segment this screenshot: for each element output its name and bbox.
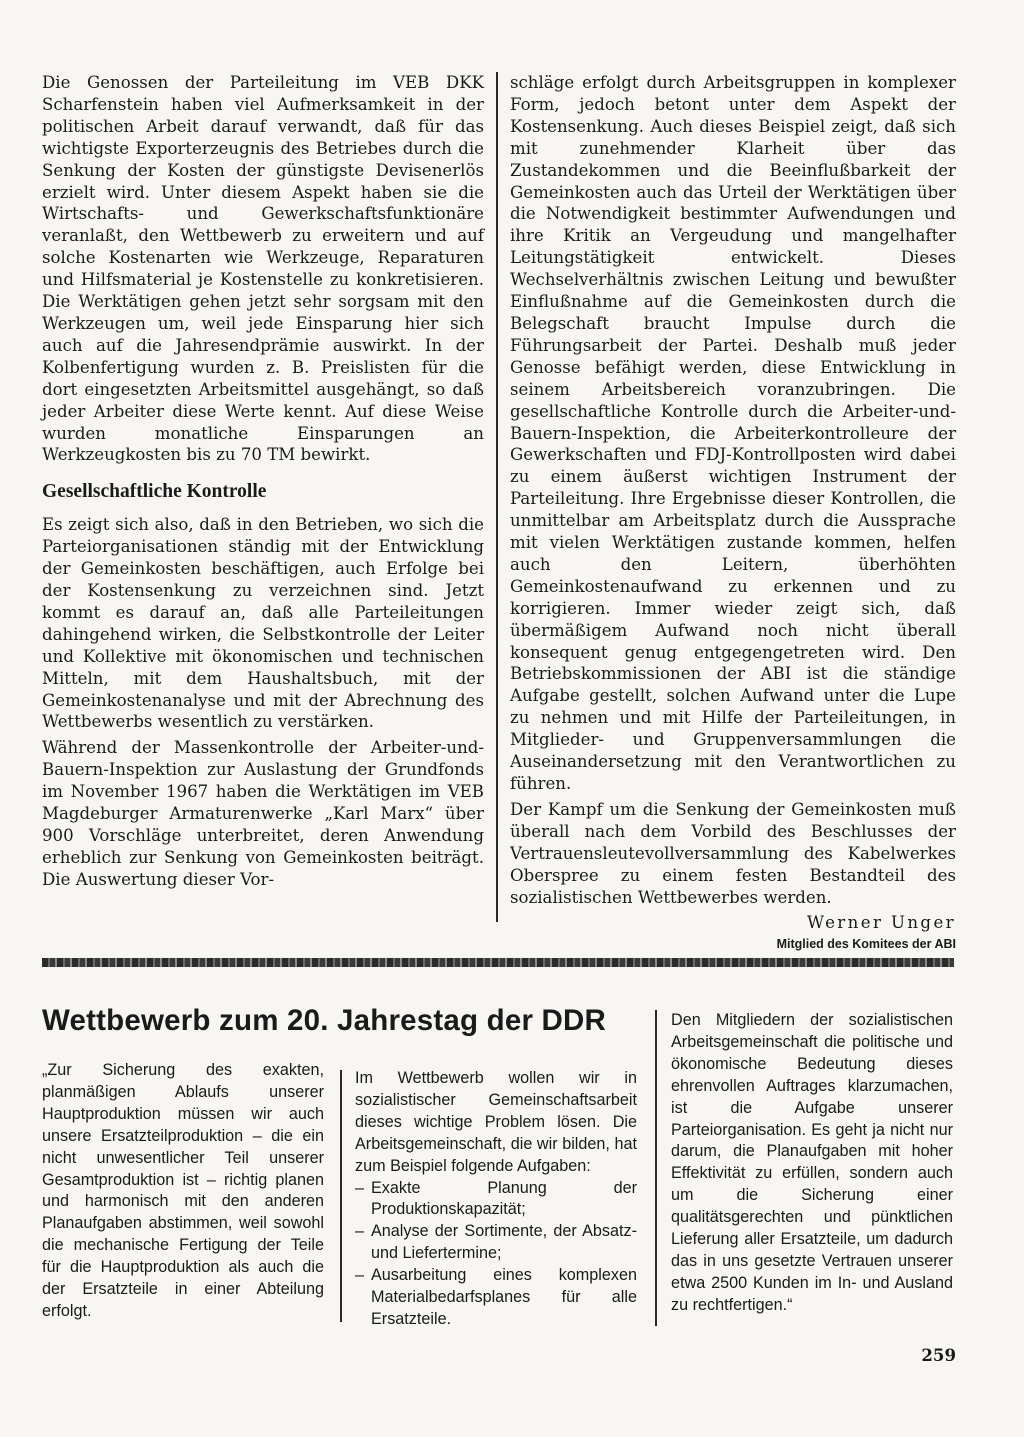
page-number: 259 bbox=[921, 1345, 956, 1365]
paragraph-kampf: Der Kampf um die Senkung der Gemeinkosten muß überall nach dem Vorbild des Beschlusses der Vertrauensleutevollversammlung des Kabelwerkes Oberspree zu einem festen Bestandteil des sozialistischen Wettbewerbes werden. bbox=[510, 799, 956, 907]
paragraph-continuation: schläge erfolgt durch Arbeitsgruppen in komplexer Form, jedoch betont unter dem Aspekt der Kostensenkung. Auch dieses Beispiel zeigt, daß sich mit zunehmender Klarheit über das Zustandekommen und die Beeinflußbarkeit der Gemeinkosten auch das Urteil der Werktätigen über die Notwendigkeit bestimmter Aufwendungen und ihre Kritik an Vergeudung und mangelhafter Leitungstätigkeit entwickelt. Dieses Wechselverhältnis zwischen Leitung und bewußter Einflußnahme auf die Gemeinkosten durch die Belegschaft braucht Impulse durch die Führungsarbeit der Partei. Deshalb muß jeder Genosse befähigt werden, diese Entwicklung in seinem Arbeitsbereich voranzubringen. Die gesellschaftliche Kontrolle durch die Arbeiter-und-Bauern-Inspektion, die Arbeiterkontrolleure der Gewerkschaften und FDJ-Kontrollposten wird dabei zu einem äußerst wichtigen Instrument der Parteileitung. Ihre Ergebnisse dieser Kontrollen, die unmittelbar am Arbeitsplatz durch die Aussprache mit vielen Werktätigen zustande kommen, helfen auch den Leitern, überhöhten Gemeinkostenaufwand zu erkennen und zu korrigieren. Immer wieder zeigt sich, daß übermäßigem Aufwand noch nicht überall konsequent genug entgegengetreten wird. Den Betriebskommissionen der ABI ist die ständige Aufgabe gestellt, solchen Aufwand unter die Lupe zu nehmen und mit Hilfe der Parteileitungen, in Mitglieder- und Gruppenversammlungen die Auseinandersetzung mit den Verantwortlichen zu führen. bbox=[510, 73, 956, 793]
list-item: – Exakte Planung der Produktionskapazität; bbox=[355, 1178, 637, 1222]
quote-column-right bbox=[671, 1010, 953, 1317]
section-heading: Gesellschaftliche Kontrolle bbox=[42, 481, 267, 503]
task-list bbox=[355, 1178, 637, 1331]
paragraph-massenkontrolle: Während der Massenkontrolle der Arbeiter-und-Bauern-Inspektion zur Auslastung der Grundfonds im November 1967 haben die Werktätigen im VEB Magdeburger Armaturenwerke „Karl Marx“ über 900 Vorschläge unterbreitet, deren Anwendung erheblich zur Senkung von Gemeinkosten beiträgt. Die Auswertung dieser Vor- bbox=[42, 738, 484, 889]
quote-column-left bbox=[42, 1060, 324, 1323]
quote-column-middle bbox=[355, 1068, 637, 1331]
author-role: Mitglied des Komitees der ABI bbox=[776, 937, 956, 952]
quote-paragraph-middle: Im Wettbewerb wollen wir in sozialistischer Gemeinschaftsarbeit dieses wichtige Problem lösen. Die Arbeitsgemeinschaft, die wir bilden, hat zum Beispiel folgende Aufgaben: bbox=[355, 1069, 637, 1175]
column-divider-left bbox=[340, 1070, 342, 1322]
author-name: Werner Unger bbox=[806, 913, 956, 933]
quote-paragraph-left: „Zur Sicherung des exakten, planmäßigen Ablaufs unserer Hauptproduktion müssen wir auch unsere Ersatzteilproduktion – die ein nicht unwesentlicher Teil unserer Gesamtproduktion ist – richtig planen und harmonisch mit den anderen Planaufgaben abstimmen, weil sowohl die mechanische Fertigung der Teile für die Hauptproduktion als auch die der Ersatzteile in einer Abteilung erfolgt. bbox=[42, 1061, 324, 1320]
column-divider bbox=[496, 72, 498, 922]
list-item: – Analyse der Sortimente, der Absatz- und Liefertermine; bbox=[355, 1221, 637, 1265]
article-headline: Wettbewerb zum 20. Jahrestag der DDR bbox=[42, 1004, 607, 1037]
paragraph-scharfenstein: Die Genossen der Parteileitung im VEB DKK Scharfenstein haben viel Aufmerksamkeit in der politischen Arbeit darauf verwandt, daß für das wichtigste Exporterzeugnis des Betriebes durch die Senkung der Kosten der günstigste Devisenerlös erzielt wird. Unter diesem Aspekt haben sie die Wirtschafts- und Gewerkschaftsfunktionäre veranlaßt, den Wettbewerb zu erweitern und auf solche Kostenarten wie Werkzeuge, Reparaturen und Hilfsmaterial je Kostenstelle zu konkretisieren. Die Werktätigen gehen jetzt sehr sorgsam mit den Werkzeugen um, weil jede Einsparung hier sich auch auf die Jahresendprämie auswirkt. In der Kolbenfertigung wurden z. B. Preislisten für die dort eingesetzten Arbeitsmittel ausgehängt, so daß jeder Arbeiter diese Werte kennt. Auf diese Weise wurden monatliche Einsparungen an Werkzeugkosten bis zu 70 TM bewirkt. bbox=[42, 73, 484, 465]
column-divider-right bbox=[655, 1010, 657, 1326]
list-item: – Ausarbeitung eines komplexen Materialbedarfsplanes für alle Ersatzteile. bbox=[355, 1265, 637, 1331]
section-divider-band bbox=[42, 958, 954, 967]
quote-paragraph-right: Den Mitgliedern der sozialistischen Arbeitsgemeinschaft die politische und ökonomische Bedeutung dieses ehrenvollen Auftrages klarzumachen, ist die Aufgabe unserer Parteiorganisation. Es geht ja nicht nur darum, die Planaufgaben mit hoher Effektivität zu erfüllen, sondern auch um die Sicherung einer qualitätsgerechten und pünktlichen Lieferung aller Ersatzteile, um dadurch das in uns gesetzte Vertrauen unserer etwa 2500 Kunden im In- und Ausland zu rechtfertigen.“ bbox=[671, 1011, 953, 1314]
article-column-right bbox=[510, 72, 956, 954]
article-column-left bbox=[42, 72, 484, 895]
paragraph-parteileitungen: Es zeigt sich also, daß in den Betrieben, wo sich die Parteiorganisationen ständig mit der Entwicklung der Gemeinkosten beschäftigen, auch Erfolge bei der Kostensenkung zu verzeichnen sind. Jetzt kommt es darauf an, daß alle Parteileitungen dahingehend wirken, die Selbstkontrolle der Leiter und Kollektive mit ökonomischen und technischen Mitteln, mit dem Haushaltsbuch, mit der Gemeinkostenanalyse und mit der Abrechnung des Wettbewerbs wesentlich zu verstärken. bbox=[42, 515, 484, 732]
